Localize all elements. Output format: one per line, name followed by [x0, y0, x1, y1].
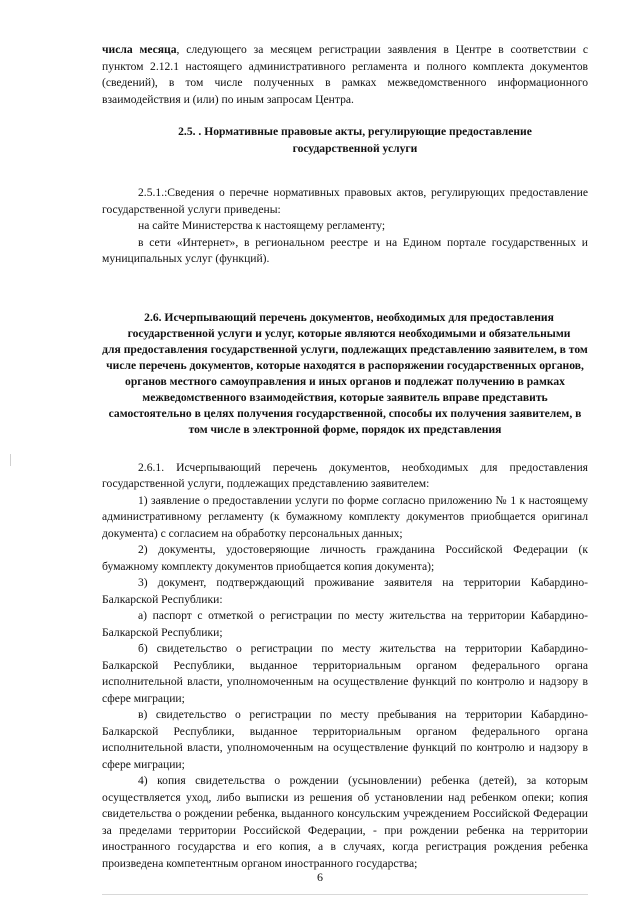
- section-2-6-heading: [102, 310, 588, 438]
- page-number: 6: [317, 870, 323, 884]
- margin-mark: [10, 454, 11, 466]
- section-2-5-1-paragraph: 2.5.1.:Сведения о перечне нормативных правовых актов, регулирующих предоставление государственной услуги приведены:: [102, 186, 588, 216]
- section-2-5-body: [102, 185, 588, 268]
- section-2-5-heading: 2.5. . Нормативные правовые акты, регулирующие предоставление государственной услуги: [178, 125, 532, 155]
- list-item: а) паспорт с отметкой о регистрации по месту жительства на территории Кабардино-Балкарской Республики;: [102, 609, 588, 639]
- intro-text: , следующего за месяцем регистрации заявления в Центре в соответствии с пунктом 2.12.1 настоящего административного регламента и полного комплекта документов (сведений), в том числе полученных в рамках межведомственного информационного взаимодействия и (или) по иным запросам Центра.: [102, 43, 588, 106]
- document-body: [102, 42, 588, 872]
- list-item: 2.6.1. Исчерпывающий перечень документов, необходимых для предоставления государственной услуги, подлежащих представлению заявителем:: [102, 460, 588, 490]
- list-item: 1) заявление о предоставлении услуги по форме согласно приложению № 1 к настоящему административному регламенту (к бумажному комплекту документов приобщается оригинал документа) с согласием на обработку персональных данных;: [102, 493, 588, 540]
- list-item: 3) документ, подтверждающий проживание заявителя на территории Кабардино-Балкарской Республики:: [102, 576, 588, 606]
- list-item: 2) документы, удостоверяющие личность гражданина Российской Федерации (к бумажному комплекту документов приобщается копия документа);: [102, 543, 588, 573]
- list-item: в) свидетельство о регистрации по месту пребывания на территории Кабардино-Балкарской Республики, выданное территориальным органом федерального органа исполнительной власти, уполномоченным на осуществление функций по контролю и надзору в сфере миграции;: [102, 708, 588, 771]
- internet-paragraph: в сети «Интернет», в региональном реестре и на Едином портале государственных и муниципальных услуг (функций).: [102, 235, 588, 265]
- list-item: 4) копия свидетельства о рождении (усыновлении) ребенка (детей), за которым осуществляется уход, либо выписки из решения об установлении над ребенком опеки; копия свидетельства о рождении ребенка, выданного консульским учреждением Российской Федерации за пределами территории Российской Федерации, - при рождении ребенка на территории иностранного государства и его копия, а в случаях, когда регистрация рождения ребенка произведена компетентным органом иностранного государства;: [102, 774, 588, 870]
- ministry-site-paragraph: на сайте Министерства к настоящему регламенту;: [138, 219, 386, 232]
- list-item: б) свидетельство о регистрации по месту жительства на территории Кабардино-Балкарской Республики, выданное территориальным органом федерального органа исполнительной власти, уполномоченным на осуществление функций по контролю и надзору в сфере миграции;: [102, 642, 588, 705]
- intro-bold-text: числа месяца: [102, 43, 177, 56]
- intro-paragraph: [102, 42, 588, 108]
- section-2-6-heading-part-1: 2.6. Исчерпывающий перечень документов, необходимых для предоставления государственной услуги и услуг, которые являются необходимыми и обязательными: [127, 310, 571, 340]
- section-2-6-list: [102, 460, 588, 873]
- section-2-6-heading-part-2: для предоставления государственной услуги, подлежащих представлению заявителем, в том числе перечень документов, которые находятся в распоряжении государственных органов, органов местного самоуправления и иных органов и подлежат получению в рамках межведомственного взаимодействия, которые заявитель вправе представить самостоятельно в целях получения государственной, способы их получения заявителем, в том числе в электронной форме, порядок их представления: [102, 342, 588, 436]
- footer-line: [102, 894, 588, 895]
